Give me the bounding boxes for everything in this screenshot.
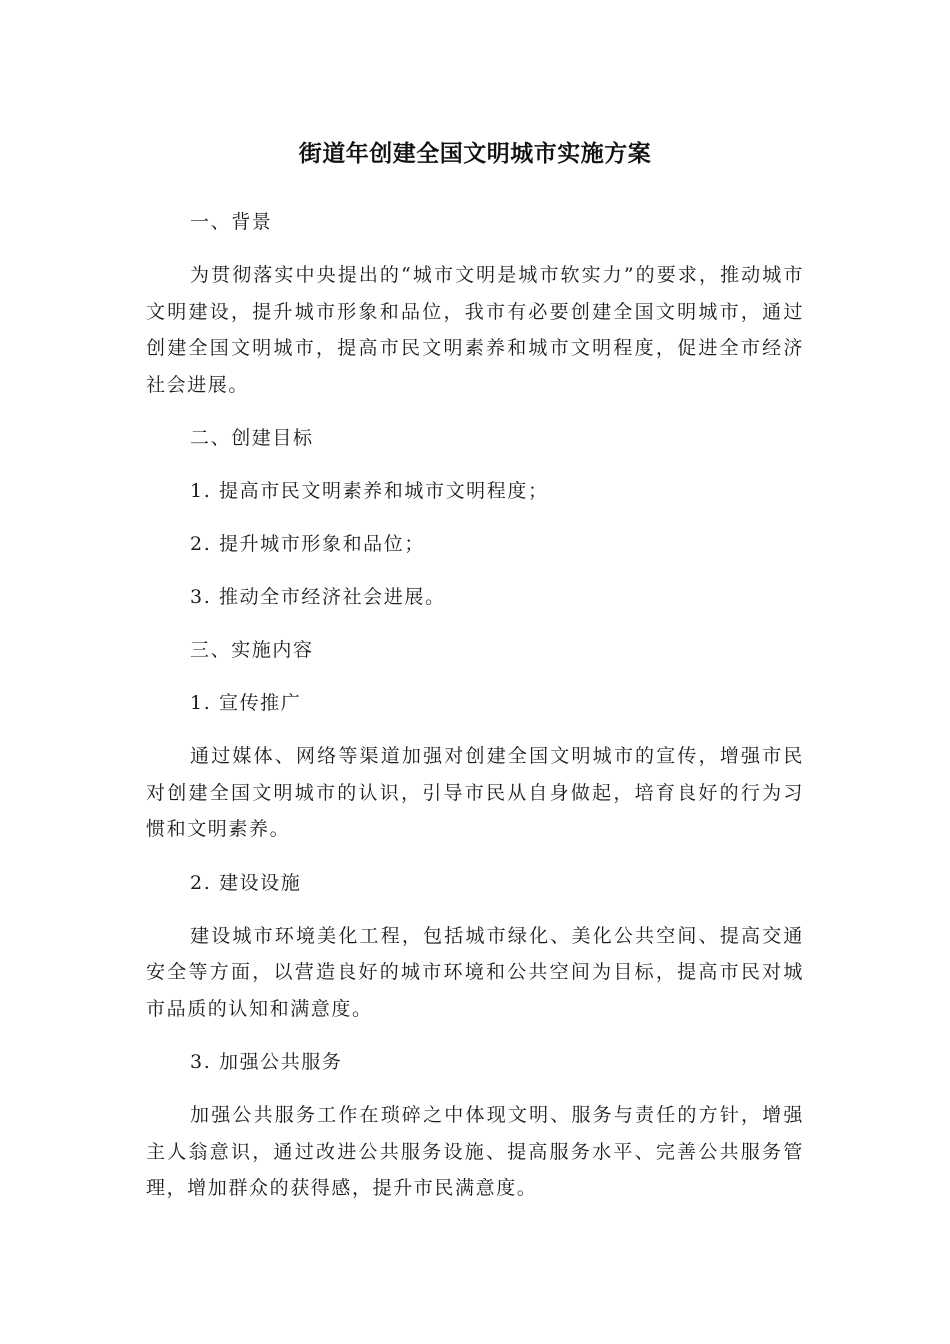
section-heading-goals: 二、创建目标 [190, 427, 314, 449]
section-heading-content: 三、实施内容 [190, 639, 314, 661]
content-item-3-heading: 3. 加强公共服务 [190, 1051, 343, 1073]
content-item-2-heading: 2. 建设设施 [190, 871, 302, 894]
content-item-1-paragraph: 通过媒体、网络等渠道加强对创建全国文明城市的宣传，增强市民对创建全国文明城市的认识，引导市民从自身做起，培育良好的行为习惯和文明素养。 [146, 745, 804, 840]
goal-item-1: 1. 提高市民文明素养和城市文明程度； [190, 480, 549, 502]
content-item-3-paragraph: 加强公共服务工作在琐碎之中体现文明、服务与责任的方针，增强主人翁意识，通过改进公共服务设施、提高服务水平、完善公共服务管理，增加群众的获得感，提升市民满意度。 [146, 1104, 804, 1199]
content-item-1-heading: 1. 宣传推广 [190, 692, 302, 714]
content-item-2-paragraph: 建设城市环境美化工程，包括城市绿化、美化公共空间、提高交通安全等方面，以营造良好的城市环境和公共空间为目标，提高市民对城市品质的认知和满意度。 [146, 924, 804, 1020]
goal-item-3: 3. 推动全市经济社会进展。 [190, 586, 446, 608]
document-body [146, 204, 804, 1224]
goal-item-2: 2. 提升城市形象和品位； [190, 533, 425, 555]
section-heading-background: 一、背景 [190, 211, 273, 233]
document-title: 街道年创建全国文明城市实施方案 [298, 141, 652, 167]
background-paragraph: 为贯彻落实中央提出的“城市文明是城市软实力”的要求，推动城市文明建设，提升城市形象和品位，我市有必要创建全国文明城市，通过创建全国文明城市，提高市民文明素养和城市文明程度，促进全市经济社会进展。 [146, 264, 804, 396]
